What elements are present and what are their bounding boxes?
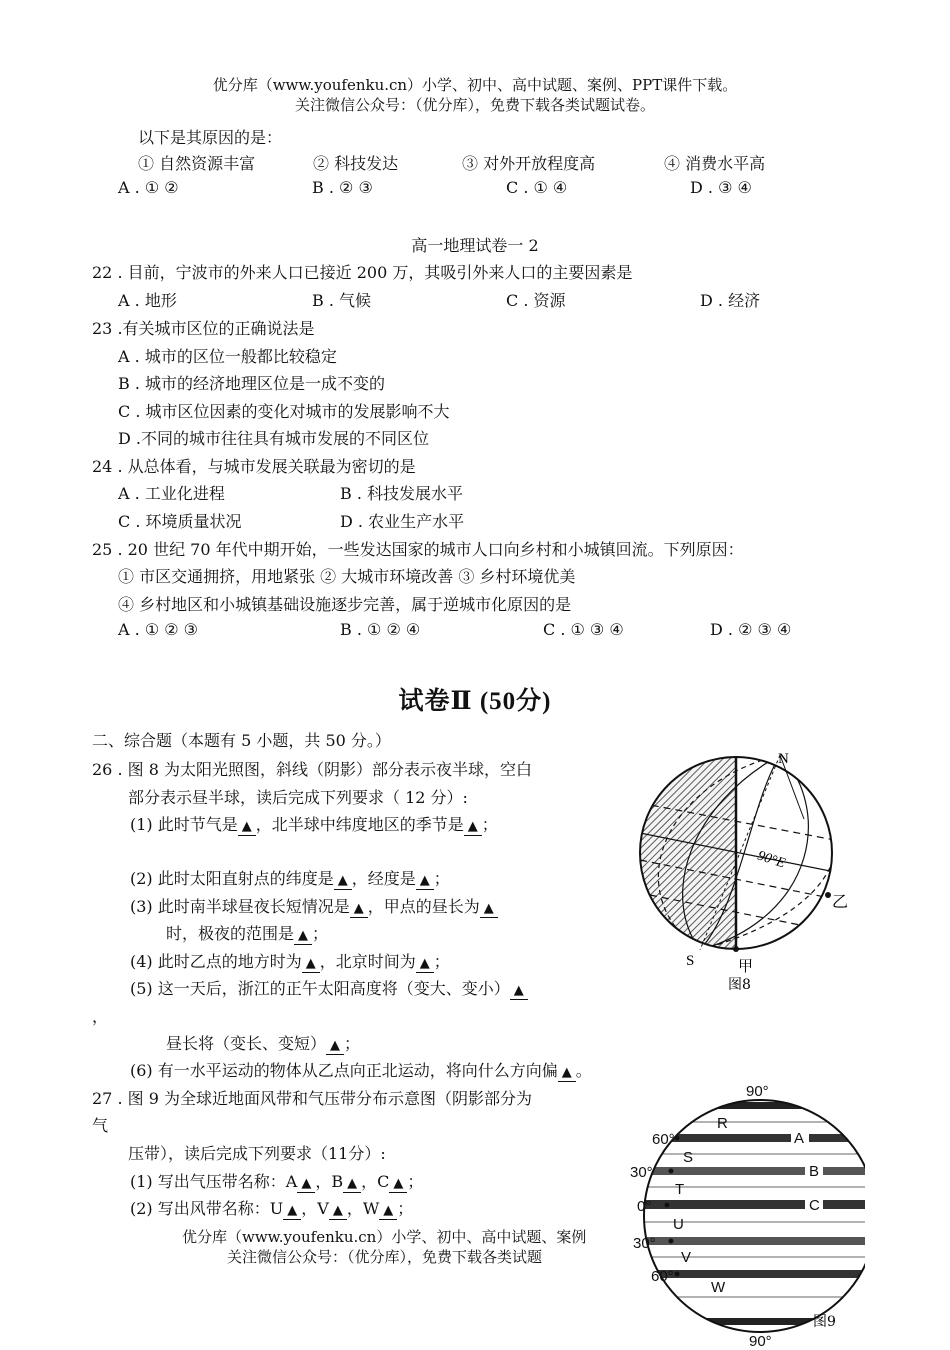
q22-stem: 22 . 目前，宁波市的外来人口已接近 200 万，其吸引外来人口的主要因素是 [92, 263, 633, 282]
answer-blank[interactable]: ▲ [379, 1201, 397, 1220]
q25-option-c: C . ① ③ ④ [543, 620, 624, 639]
q26-part-1: (1) 此时节气是 ▲ ，北半球中纬度地区的季节是 ▲ ； [130, 815, 498, 834]
label-90e: 90°E [755, 848, 787, 872]
q26-part-2: (2) 此时太阳直射点的纬度是 ▲ ，经度是 ▲ ； [130, 869, 450, 888]
q26-line-1: 26 . 图 8 为太阳光照图，斜线（阴影）部分表示夜半球，空白 [92, 760, 532, 779]
label-jia: 甲 [738, 957, 754, 975]
label-top-90: 90° [746, 1083, 769, 1100]
footer-line-2: 关注微信公众号：（优分库），免费下载各类试题 [227, 1248, 543, 1266]
answer-blank[interactable]: ▲ [350, 899, 368, 918]
figure-9-wind-pressure-belts [625, 1082, 865, 1350]
q26-part-3: (3) 此时南半球昼夜长短情况是 ▲ ，甲点的昼长为 ▲ [130, 894, 498, 918]
label-yi: 乙 [832, 892, 849, 911]
q26-part-6: (6) 有一水平运动的物体从乙点向正北运动，将向什么方向偏 ▲ 。 [130, 1061, 592, 1080]
answer-blank[interactable]: ▲ [510, 981, 528, 1000]
answer-blank[interactable]: ▲ [329, 1201, 347, 1220]
label-0: 0° [637, 1198, 652, 1215]
q27-line-1b: 气 [92, 1116, 109, 1135]
label-north: N [778, 751, 789, 767]
label-wind-s: S [683, 1149, 694, 1166]
figure-8-illumination [630, 745, 860, 1010]
label-south: S [686, 953, 695, 969]
label-30n: 30° [630, 1164, 653, 1181]
q21-option-d: D . ③ ④ [690, 178, 752, 197]
q24-option-b: B . 科技发展水平 [340, 484, 464, 503]
label-wind-t: T [675, 1181, 685, 1198]
label-wind-u: U [673, 1216, 684, 1233]
q22-option-c: C . 资源 [506, 291, 566, 310]
answer-blank[interactable]: ▲ [294, 926, 312, 945]
section-2-intro: 二、综合题（本题有 5 小题，共 50 分。） [92, 731, 391, 750]
answer-blank[interactable]: ▲ [416, 954, 434, 973]
answer-blank[interactable]: ▲ [283, 1201, 301, 1220]
q21-option-b: B . ② ③ [312, 178, 373, 197]
q26-part-5: (5) 这一天后，浙江的正午太阳高度将（变大、变小） ▲ [130, 976, 528, 1000]
q22-option-b: B . 气候 [312, 291, 372, 310]
page-label: 高一地理试卷一 2 [411, 236, 539, 255]
label-wind-w: W [711, 1279, 726, 1296]
point-yi-marker [825, 892, 831, 898]
answer-blank[interactable]: ▲ [416, 871, 434, 890]
label-wind-v: V [681, 1249, 692, 1266]
night-hemisphere [640, 757, 736, 949]
q21-item-3: ③ 对外开放程度高 [462, 154, 596, 173]
label-belt-a: A [794, 1130, 805, 1147]
section-2-title: 试卷Ⅱ (50分) [398, 688, 552, 715]
q22-option-d: D . 经济 [700, 291, 761, 310]
figure-9-caption: 图9 [813, 1314, 836, 1330]
q21-item-1: ① 自然资源丰富 [138, 154, 256, 173]
q25-option-a: A . ① ② ③ [118, 620, 199, 639]
q21-option-a: A . ① ② [118, 178, 179, 197]
label-bottom-90: 90° [749, 1333, 772, 1350]
q24-option-d: D . 农业生产水平 [340, 512, 465, 531]
q21-item-2: ② 科技发达 [313, 154, 399, 173]
point-jia-marker [733, 946, 739, 952]
footer-line-1: 优分库（www.youfenku.cn）小学、初中、高中试题、案例 [182, 1228, 587, 1246]
q25-option-b: B . ① ② ④ [340, 620, 421, 639]
pressure-belt-c [635, 1200, 865, 1209]
q21-item-4: ④ 消费水平高 [664, 154, 766, 173]
q25-line-3: ④ 乡村地区和小城镇基础设施逐步完善，属于逆城市化原因的是 [118, 595, 572, 614]
q27-part-2: (2) 写出风带名称：U ▲ ，V ▲ ，W ▲ ； [130, 1199, 414, 1218]
q27-line-2: 压带），读后完成下列要求（11分）: [128, 1144, 386, 1163]
label-belt-c: C [809, 1197, 820, 1214]
q24-option-c: C . 环境质量状况 [118, 512, 242, 531]
q25-option-d: D . ② ③ ④ [710, 620, 792, 639]
q26-line-2: 部分表示昼半球，读后完成下列要求（ 12 分）: [128, 788, 468, 807]
answer-blank[interactable]: ▲ [297, 1174, 315, 1193]
figure-8-caption: 图8 [728, 977, 751, 993]
q25-stem: 25 . 20 世纪 70 年代中期开始，一些发达国家的城市人口向乡村和小城镇回流。下列原因： [92, 540, 744, 559]
answer-blank[interactable]: ▲ [326, 1036, 344, 1055]
q24-stem: 24 . 从总体看，与城市发展关联最为密切的是 [92, 457, 416, 476]
answer-blank[interactable]: ▲ [464, 817, 482, 836]
q26-part-4: (4) 此时乙点的地方时为 ▲ ，北京时间为 ▲ ； [130, 952, 450, 971]
label-60n: 60° [652, 1131, 675, 1148]
q22-option-a: A . 地形 [118, 291, 177, 310]
q23-option-b: B . 城市的经济地理区位是一成不变的 [118, 374, 386, 393]
answer-blank[interactable]: ▲ [302, 954, 320, 973]
q23-option-a: A . 城市的区位一般都比较稳定 [118, 347, 337, 366]
q26-part-5-comma: ， [92, 1007, 109, 1026]
q23-stem: 23 .有关城市区位的正确说法是 [92, 319, 315, 338]
q24-option-a: A . 工业化进程 [118, 484, 225, 503]
answer-blank[interactable]: ▲ [343, 1174, 361, 1193]
label-wind-r: R [717, 1115, 728, 1132]
answer-blank[interactable]: ▲ [558, 1063, 576, 1082]
label-30s: 30° [633, 1235, 656, 1252]
answer-blank[interactable]: ▲ [389, 1174, 407, 1193]
answer-blank[interactable]: ▲ [238, 817, 256, 836]
answer-blank[interactable]: ▲ [480, 899, 498, 918]
q27-part-1: (1) 写出气压带名称：A ▲ ，B ▲ ，C ▲ ； [130, 1172, 424, 1191]
q21-stem: 以下是其原因的是： [138, 128, 283, 147]
q23-option-d: D .不同的城市往往具有城市发展的不同区位 [118, 429, 430, 448]
label-60s: 60° [651, 1268, 674, 1285]
label-belt-b: B [809, 1163, 820, 1180]
q26-part-3-cont: 时，极夜的范围是 ▲ ； [166, 924, 329, 943]
answer-blank[interactable]: ▲ [334, 871, 352, 890]
q26-part-5-cont: 昼长将（变长、变短） ▲ ； [166, 1034, 361, 1053]
q21-option-c: C . ① ④ [506, 178, 568, 197]
q25-line-2: ① 市区交通拥挤，用地紧张 ② 大城市环境改善 ③ 乡村环境优美 [118, 567, 576, 586]
q23-option-c: C . 城市区位因素的变化对城市的发展影响不大 [118, 402, 450, 421]
header-line-2: 关注微信公众号：（优分库），免费下载各类试题试卷。 [294, 96, 655, 114]
header-line-1: 优分库（www.youfenku.cn）小学、初中、高中试题、案例、PPT课件下载。 [212, 76, 738, 94]
q27-line-1: 27 . 图 9 为全球近地面风带和气压带分布示意图（阴影部分为 [92, 1089, 532, 1108]
